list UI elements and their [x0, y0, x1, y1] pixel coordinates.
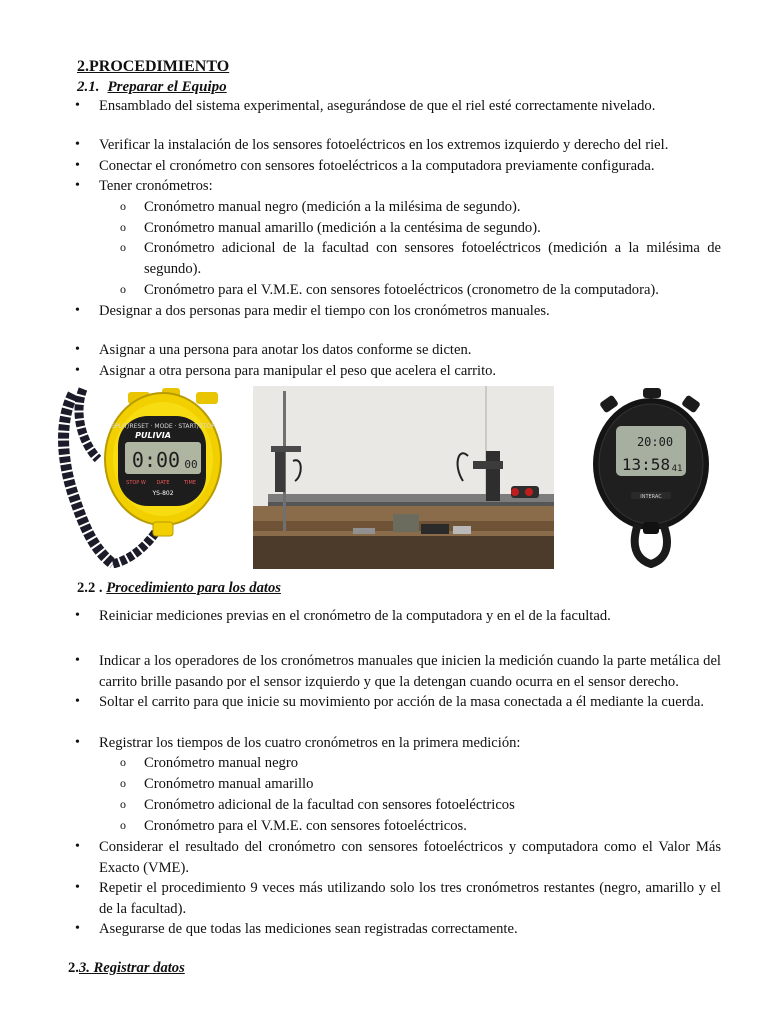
sub-list-item: o Cronómetro para el V.M.E. con sensores fotoeléctricos (cronometro de la computadora). — [144, 280, 721, 301]
svg-text:SPLIT/RESET · MODE · START/STO: SPLIT/RESET · MODE · START/STOP — [111, 423, 215, 430]
svg-text:20:00: 20:00 — [636, 435, 674, 449]
subsection-title: 3. Registrar datos — [78, 960, 185, 976]
subsection-heading-2-2 — [77, 580, 281, 597]
svg-text:TIME: TIME — [183, 480, 197, 486]
section-title: 2.PROCEDIMIENTO — [77, 58, 230, 75]
svg-text:0:00: 0:00 — [131, 448, 181, 472]
svg-text:13:58: 13:58 — [621, 455, 671, 474]
black-stopwatch-image — [583, 384, 720, 568]
list-item: • Asegurarse de que todas las mediciones sean registradas correctamente. — [99, 919, 721, 940]
svg-text:41: 41 — [671, 464, 683, 474]
sub-list-item: o Cronómetro adicional de la facultad con sensores fotoeléctricos — [144, 795, 721, 816]
list-item: • Designar a dos personas para medir el tiempo con los cronómetros manuales. — [99, 301, 721, 322]
list-item: • Tener cronómetros: — [99, 176, 721, 197]
list-item: • Asignar a otra persona para manipular el peso que acelera el carrito. — [99, 361, 721, 382]
sub-list-item: o Cronómetro para el V.M.E. con sensores fotoeléctricos. — [144, 816, 721, 837]
list-item: • Ensamblado del sistema experimental, asegurándose de que el riel esté correctamente nivelado. — [99, 96, 721, 117]
subsection-title: Procedimiento para los datos — [106, 580, 281, 596]
yellow-stopwatch-image — [53, 384, 229, 568]
list-item: • Soltar el carrito para que inicie su movimiento por acción de la masa conectada a él mediante la cuerda. — [99, 692, 721, 713]
svg-text:00: 00 — [184, 458, 198, 471]
sub-list-item: o Cronómetro manual amarillo (medición a la centésima de segundo). — [144, 218, 721, 239]
list-item: • Verificar la instalación de los sensores fotoeléctricos en los extremos izquierdo y derecho del riel. — [99, 135, 721, 156]
subsection-number: 2.1. — [77, 79, 100, 95]
experiment-setup-image — [253, 386, 554, 569]
list-item: • Repetir el procedimiento 9 veces más utilizando solo los tres cronómetros restantes (negro, amarillo y el de la facultad). — [99, 878, 721, 919]
list-item: • Registrar los tiempos de los cuatro cronómetros en la primera medición: — [99, 733, 721, 754]
sub-list-item: o Cronómetro manual amarillo — [144, 774, 721, 795]
list-item: • Conectar el cronómetro con sensores fotoeléctricos a la computadora previamente configurada. — [99, 156, 721, 177]
list-item: • Reiniciar mediciones previas en el cronómetro de la computadora y en el de la facultad. — [99, 606, 721, 627]
sub-list-item: o Cronómetro adicional de la facultad con sensores fotoeléctricos (medición a la milésima de segundo). — [144, 238, 721, 279]
subsection-heading-2-3 — [68, 960, 185, 977]
list-item: • Considerar el resultado del cronómetro con sensores fotoeléctricos y computadora como el Valor Más Exacto (VME). — [99, 837, 721, 878]
list-item: • Indicar a los operadores de los cronómetros manuales que inicien la medición cuando la parte metálica del carrito brille pasando por el sensor izquierdo y que la detengan cuando ocurra en el sensor derecho. — [99, 651, 721, 692]
list-item: • Asignar a una persona para anotar los datos conforme se dicten. — [99, 340, 721, 361]
sub-list-item: o Cronómetro manual negro — [144, 753, 721, 774]
sub-list-item: o Cronómetro manual negro (medición a la milésima de segundo). — [144, 197, 721, 218]
svg-text:PULIVIA: PULIVIA — [135, 431, 171, 440]
subsection-number: 2.2 . — [77, 580, 103, 596]
subsection-prefix: 2. — [68, 960, 79, 976]
svg-text:STOP W: STOP W — [126, 480, 146, 486]
svg-text:INTERAC: INTERAC — [640, 494, 662, 500]
svg-text:YS-802: YS-802 — [152, 490, 174, 497]
subsection-title: Preparar el Equipo — [107, 79, 227, 95]
svg-text:DATE: DATE — [156, 480, 170, 486]
subsection-heading-2-1 — [77, 79, 227, 96]
